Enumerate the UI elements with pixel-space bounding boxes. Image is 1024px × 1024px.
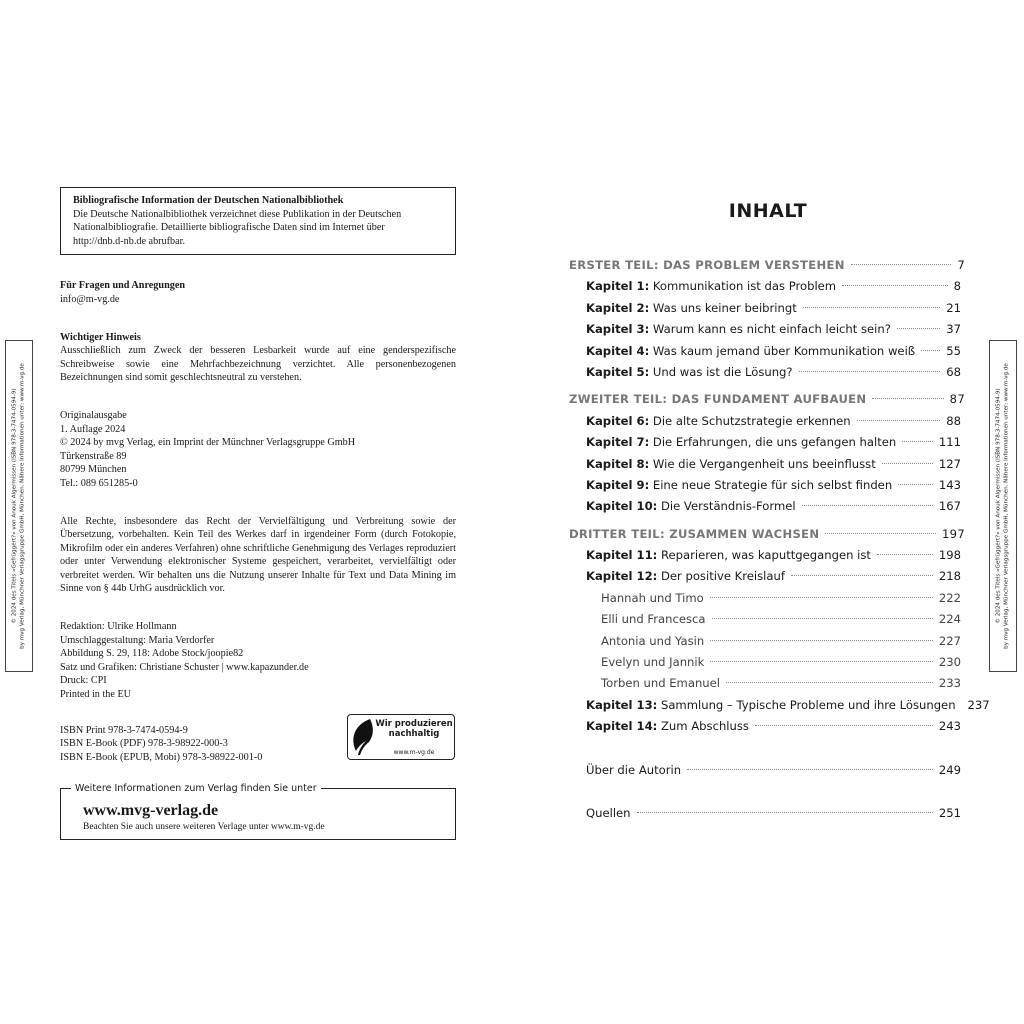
chapter-title: Reparieren, was kaputtgegangen ist: [657, 548, 871, 563]
toc-leader-dots: [791, 575, 933, 576]
toc-chapter: [586, 432, 961, 453]
toc-chapter: [586, 298, 961, 319]
toc-label: [601, 673, 720, 694]
table-of-contents: [569, 255, 990, 824]
chapter-prefix: Kapitel 13:: [586, 697, 658, 712]
credit-line: Umschlaggestaltung: Maria Verdorfer: [60, 634, 215, 646]
toc-label: [586, 475, 892, 496]
badge-text: [375, 719, 453, 739]
toc-label: [586, 432, 896, 453]
toc-page-number: 198: [938, 548, 961, 563]
credits-block: [60, 620, 456, 702]
credit-line: Printed in the EU: [60, 689, 132, 701]
subsection-title: Hannah und Timo: [601, 590, 704, 605]
chapter-title: Die Erfahrungen, die uns gefangen halten: [649, 435, 897, 450]
toc-page-number: 251: [938, 805, 961, 820]
chapter-title: Was uns keiner beibringt: [649, 300, 797, 315]
notice-block: [60, 331, 456, 385]
toc-extra: [586, 760, 961, 781]
toc-label: [586, 341, 915, 362]
toc-label: [586, 319, 891, 340]
chapter-prefix: Kapitel 1:: [586, 279, 650, 294]
chapter-title: Zum Abschluss: [657, 719, 749, 734]
toc-page-number: 143: [938, 477, 961, 492]
toc-page-number: 68: [946, 364, 961, 379]
chapter-prefix: Kapitel 14:: [586, 719, 658, 734]
bib-line: Nationalbibliografie. Detaillierte bibliografische Daten sind im Internet über: [73, 222, 385, 234]
toc-page-number: 249: [938, 762, 961, 777]
copyright-strip-right: [989, 340, 1017, 672]
toc-leader-dots: [857, 420, 941, 421]
toc-page-number: 237: [967, 697, 990, 712]
credit-line: Redaktion: Ulrike Hollmann: [60, 621, 177, 633]
sustainability-badge: [347, 714, 455, 760]
chapter-prefix: Kapitel 4:: [586, 343, 650, 358]
toc-chapter: [586, 341, 961, 362]
toc-label: [586, 566, 785, 587]
subsection-title: Elli und Francesca: [601, 612, 706, 627]
toc-label: [586, 695, 956, 716]
toc-page-number: 230: [938, 655, 961, 670]
toc-page-number: 233: [938, 676, 961, 691]
chapter-title: Die Verständnis-Formel: [657, 499, 796, 514]
isbn-line: ISBN E-Book (EPUB, Mobi) 978-3-98922-001-0: [60, 751, 263, 763]
toc-leader-dots: [877, 554, 933, 555]
publisher-line: Türkenstraße 89: [60, 450, 127, 462]
toc-chapter: [586, 319, 961, 340]
toc-leader-dots: [872, 398, 943, 399]
isbn-block: [60, 724, 262, 765]
toc-chapter: [586, 454, 961, 475]
chapter-prefix: Kapitel 5:: [586, 364, 650, 379]
toc-page-number: 218: [938, 569, 961, 584]
publisher-line: Tel.: 089 651285-0: [60, 477, 138, 489]
toc-page-number: 8: [953, 279, 961, 294]
toc-leader-dots: [710, 640, 933, 641]
toc-leader-dots: [842, 285, 948, 286]
notice-title: Wichtiger Hinweis: [60, 331, 141, 343]
toc-leader-dots: [898, 484, 933, 485]
website-box: [60, 782, 456, 840]
toc-label: [586, 716, 749, 737]
toc-extra: [586, 803, 961, 824]
toc-page-number: 224: [938, 612, 961, 627]
part-title: ERSTER TEIL: DAS PROBLEM VERSTEHEN: [569, 258, 845, 272]
chapter-title: Der positive Kreislauf: [657, 569, 785, 584]
extra-title: Quellen: [586, 805, 631, 820]
subsection-title: Evelyn und Jannik: [601, 655, 705, 670]
toc-leader-dots: [851, 264, 952, 265]
toc-label: [569, 524, 819, 545]
toc-leader-dots: [637, 812, 933, 813]
toc-label: [586, 545, 871, 566]
toc-chapter: [586, 545, 961, 566]
publisher-line: 80799 München: [60, 464, 127, 476]
toc-page-number: 111: [938, 435, 961, 450]
chapter-title: Die alte Schutzstrategie erkennen: [649, 413, 851, 428]
bib-title: Bibliografische Information der Deutschen Nationalbibliothek: [73, 195, 344, 206]
chapter-title: Warum kann es nicht einfach leicht sein?: [649, 322, 891, 337]
publisher-line: © 2024 by mvg Verlag, ein Imprint der Münchner Verlagsgruppe GmbH: [60, 437, 356, 449]
strip-line-1: © 2024 des Titels »Gefrüggert?« von Anouk Algermissen (ISBN 978-3-7474-0594-9): [995, 388, 1002, 624]
toc-subsection: [601, 631, 961, 652]
chapter-title: Eine neue Strategie für sich selbst finden: [649, 477, 893, 492]
toc-page-number: 227: [938, 633, 961, 648]
toc-page-number: 87: [949, 392, 965, 407]
contact-email[interactable]: info@m-vg.de: [60, 293, 120, 305]
part-title: ZWEITER TEIL: DAS FUNDAMENT AUFBAUEN: [569, 392, 867, 407]
isbn-line: ISBN E-Book (PDF) 978-3-98922-000-3: [60, 738, 228, 750]
chapter-prefix: Kapitel 2:: [586, 300, 650, 315]
contact-title: Für Fragen und Anregungen: [60, 280, 186, 292]
toc-page-number: 222: [938, 590, 961, 605]
toc-page-number: 88: [946, 413, 961, 428]
toc-label: [601, 652, 704, 673]
subsection-title: Torben und Emanuel: [601, 676, 721, 691]
subsection-title: Antonia und Yasin: [601, 633, 705, 648]
toc-chapter: [586, 695, 990, 716]
toc-label: [586, 803, 631, 824]
toc-part-heading: [569, 255, 965, 276]
toc-label: [586, 362, 793, 383]
publisher-line: 1. Auflage 2024: [60, 423, 126, 435]
badge-line-1: Wir produzieren: [375, 718, 453, 729]
leaf-icon: [350, 717, 376, 757]
rights-text: Alle Rechte, insbesondere das Recht der Vervielfältigung und Verbreitung sowie der Übersetzung, vorbehalten. Kein Teil des Werkes darf in irgendeiner Form (durch Fotokopie, Mikrofilm oder ein anderes Verfahren) ohne schriftliche Genehmigung des Verlages reproduziert oder unter Verwendung elektronischer Systeme gespeichert, verarbeitet, vervielfältigt oder verbreitet werden. Wir behalten uns die Nutzung unserer Inhalte für Text und Data Mining im Sinne von § 44b UrhG ausdrücklich vor.: [60, 515, 456, 595]
publisher-line: Originalausgabe: [60, 409, 127, 421]
toc-subsection: [601, 673, 961, 694]
toc-label: [586, 760, 681, 781]
bib-line: Die Deutsche Nationalbibliothek verzeichnet diese Publikation in der Deutschen: [73, 208, 402, 220]
toc-leader-dots: [755, 725, 933, 726]
toc-chapter: [586, 362, 961, 383]
toc-leader-dots: [712, 618, 933, 619]
isbn-line: ISBN Print 978-3-7474-0594-9: [60, 724, 188, 736]
toc-label: [569, 255, 845, 276]
credit-line: Abbildung S. 29, 118: Adobe Stock/joopie82: [60, 648, 244, 660]
toc-page-number: 37: [946, 322, 961, 337]
toc-chapter: [586, 566, 961, 587]
chapter-title: Wie die Vergangenheit uns beeinflusst: [649, 456, 876, 471]
toc-part-heading: [569, 389, 965, 410]
toc-leader-dots: [803, 307, 940, 308]
toc-label: [586, 298, 797, 319]
toc-chapter: [586, 716, 961, 737]
toc-leader-dots: [687, 769, 933, 770]
badge-line-2: nachhaltig: [388, 728, 440, 739]
toc-leader-dots: [799, 371, 941, 372]
toc-label: [586, 276, 836, 297]
toc-page-number: 197: [941, 526, 965, 541]
toc-chapter: [586, 475, 961, 496]
bibliographic-info-box: [60, 187, 456, 255]
toc-page-number: 127: [938, 456, 961, 471]
toc-title: INHALT: [728, 200, 808, 222]
chapter-prefix: Kapitel 8:: [586, 456, 650, 471]
copyright-strip-left: [5, 340, 33, 672]
toc-page-number: 55: [946, 343, 961, 358]
toc-leader-dots: [710, 661, 933, 662]
website-legend: Weitere Informationen zum Verlag finden Sie unter: [71, 782, 321, 796]
toc-subsection: [601, 652, 961, 673]
notice-text: Ausschließlich zum Zweck der besseren Lesbarkeit wurde auf eine genderspezifische Schreibweise sowie eine Mehrfachbezeichnung verzichtet. Alle personenbezogenen Bezeichnungen sind somit geschlechtsneutral zu verstehen.: [60, 345, 456, 384]
chapter-prefix: Kapitel 6:: [586, 413, 650, 428]
toc-leader-dots: [710, 597, 933, 598]
toc-spacer: [569, 781, 965, 803]
chapter-title: Und was ist die Lösung?: [649, 364, 793, 379]
toc-spacer: [569, 738, 965, 760]
toc-chapter: [586, 276, 961, 297]
badge-url: www.m-vg.de: [393, 748, 435, 756]
toc-leader-dots: [897, 328, 940, 329]
toc-leader-dots: [882, 463, 933, 464]
toc-leader-dots: [726, 682, 933, 683]
extra-title: Über die Autorin: [586, 762, 682, 777]
toc-subsection: [601, 588, 961, 609]
strip-line-2: by mvg Verlag, Münchner Verlagsgruppe GmbH, München. Nähere Informationen unter: www.m-vg.de: [19, 363, 25, 649]
chapter-title: Kommunikation ist das Problem: [649, 279, 837, 294]
credit-line: Druck: CPI: [60, 675, 107, 687]
toc-chapter: [586, 411, 961, 432]
toc-label: [601, 609, 706, 630]
toc-page-number: 167: [938, 499, 961, 514]
toc-page-number: 243: [938, 719, 961, 734]
website-subtext: Beachten Sie auch unsere weiteren Verlage unter www.m-vg.de: [83, 821, 325, 832]
toc-label: [601, 588, 704, 609]
website-url[interactable]: www.mvg-verlag.de: [83, 801, 219, 819]
chapter-title: Sammlung – Typische Probleme und ihre Lösungen: [657, 697, 956, 712]
chapter-prefix: Kapitel 11:: [586, 548, 658, 563]
strip-line-1: © 2024 des Titels »Gefrüggert?« von Anouk Algermissen (ISBN 978-3-7474-0594-9): [11, 388, 18, 624]
isbn-row: [60, 718, 456, 772]
toc-leader-dots: [802, 505, 933, 506]
chapter-prefix: Kapitel 7:: [586, 435, 650, 450]
credit-line: Satz und Grafiken: Christiane Schuster | www.kapazunder.de: [60, 661, 309, 673]
toc-label: [586, 496, 796, 517]
toc-page-number: 7: [957, 258, 965, 272]
publisher-block: [60, 409, 456, 491]
part-title: DRITTER TEIL: ZUSAMMEN WACHSEN: [569, 526, 820, 541]
chapter-prefix: Kapitel 9:: [586, 477, 650, 492]
toc-label: [586, 454, 876, 475]
contact-block: [60, 279, 456, 306]
chapter-title: Was kaum jemand über Kommunikation weiß: [649, 343, 916, 358]
bib-line: http://dnb.d-nb.de abrufbar.: [73, 235, 186, 247]
chapter-prefix: Kapitel 10:: [586, 499, 658, 514]
chapter-prefix: Kapitel 3:: [586, 322, 650, 337]
imprint-page: [60, 187, 456, 840]
toc-leader-dots: [921, 350, 940, 351]
toc-label: [586, 411, 851, 432]
chapter-prefix: Kapitel 12:: [586, 569, 658, 584]
toc-page-number: 21: [946, 300, 961, 315]
toc-label: [569, 389, 866, 410]
toc-chapter: [586, 496, 961, 517]
toc-leader-dots: [902, 441, 933, 442]
toc-leader-dots: [825, 533, 936, 534]
toc-subsection: [601, 609, 961, 630]
toc-part-heading: [569, 524, 965, 545]
toc-label: [601, 631, 704, 652]
strip-line-2: by mvg Verlag, Münchner Verlagsgruppe GmbH, München. Nähere Informationen unter: www.m-vg.de: [1003, 363, 1009, 649]
